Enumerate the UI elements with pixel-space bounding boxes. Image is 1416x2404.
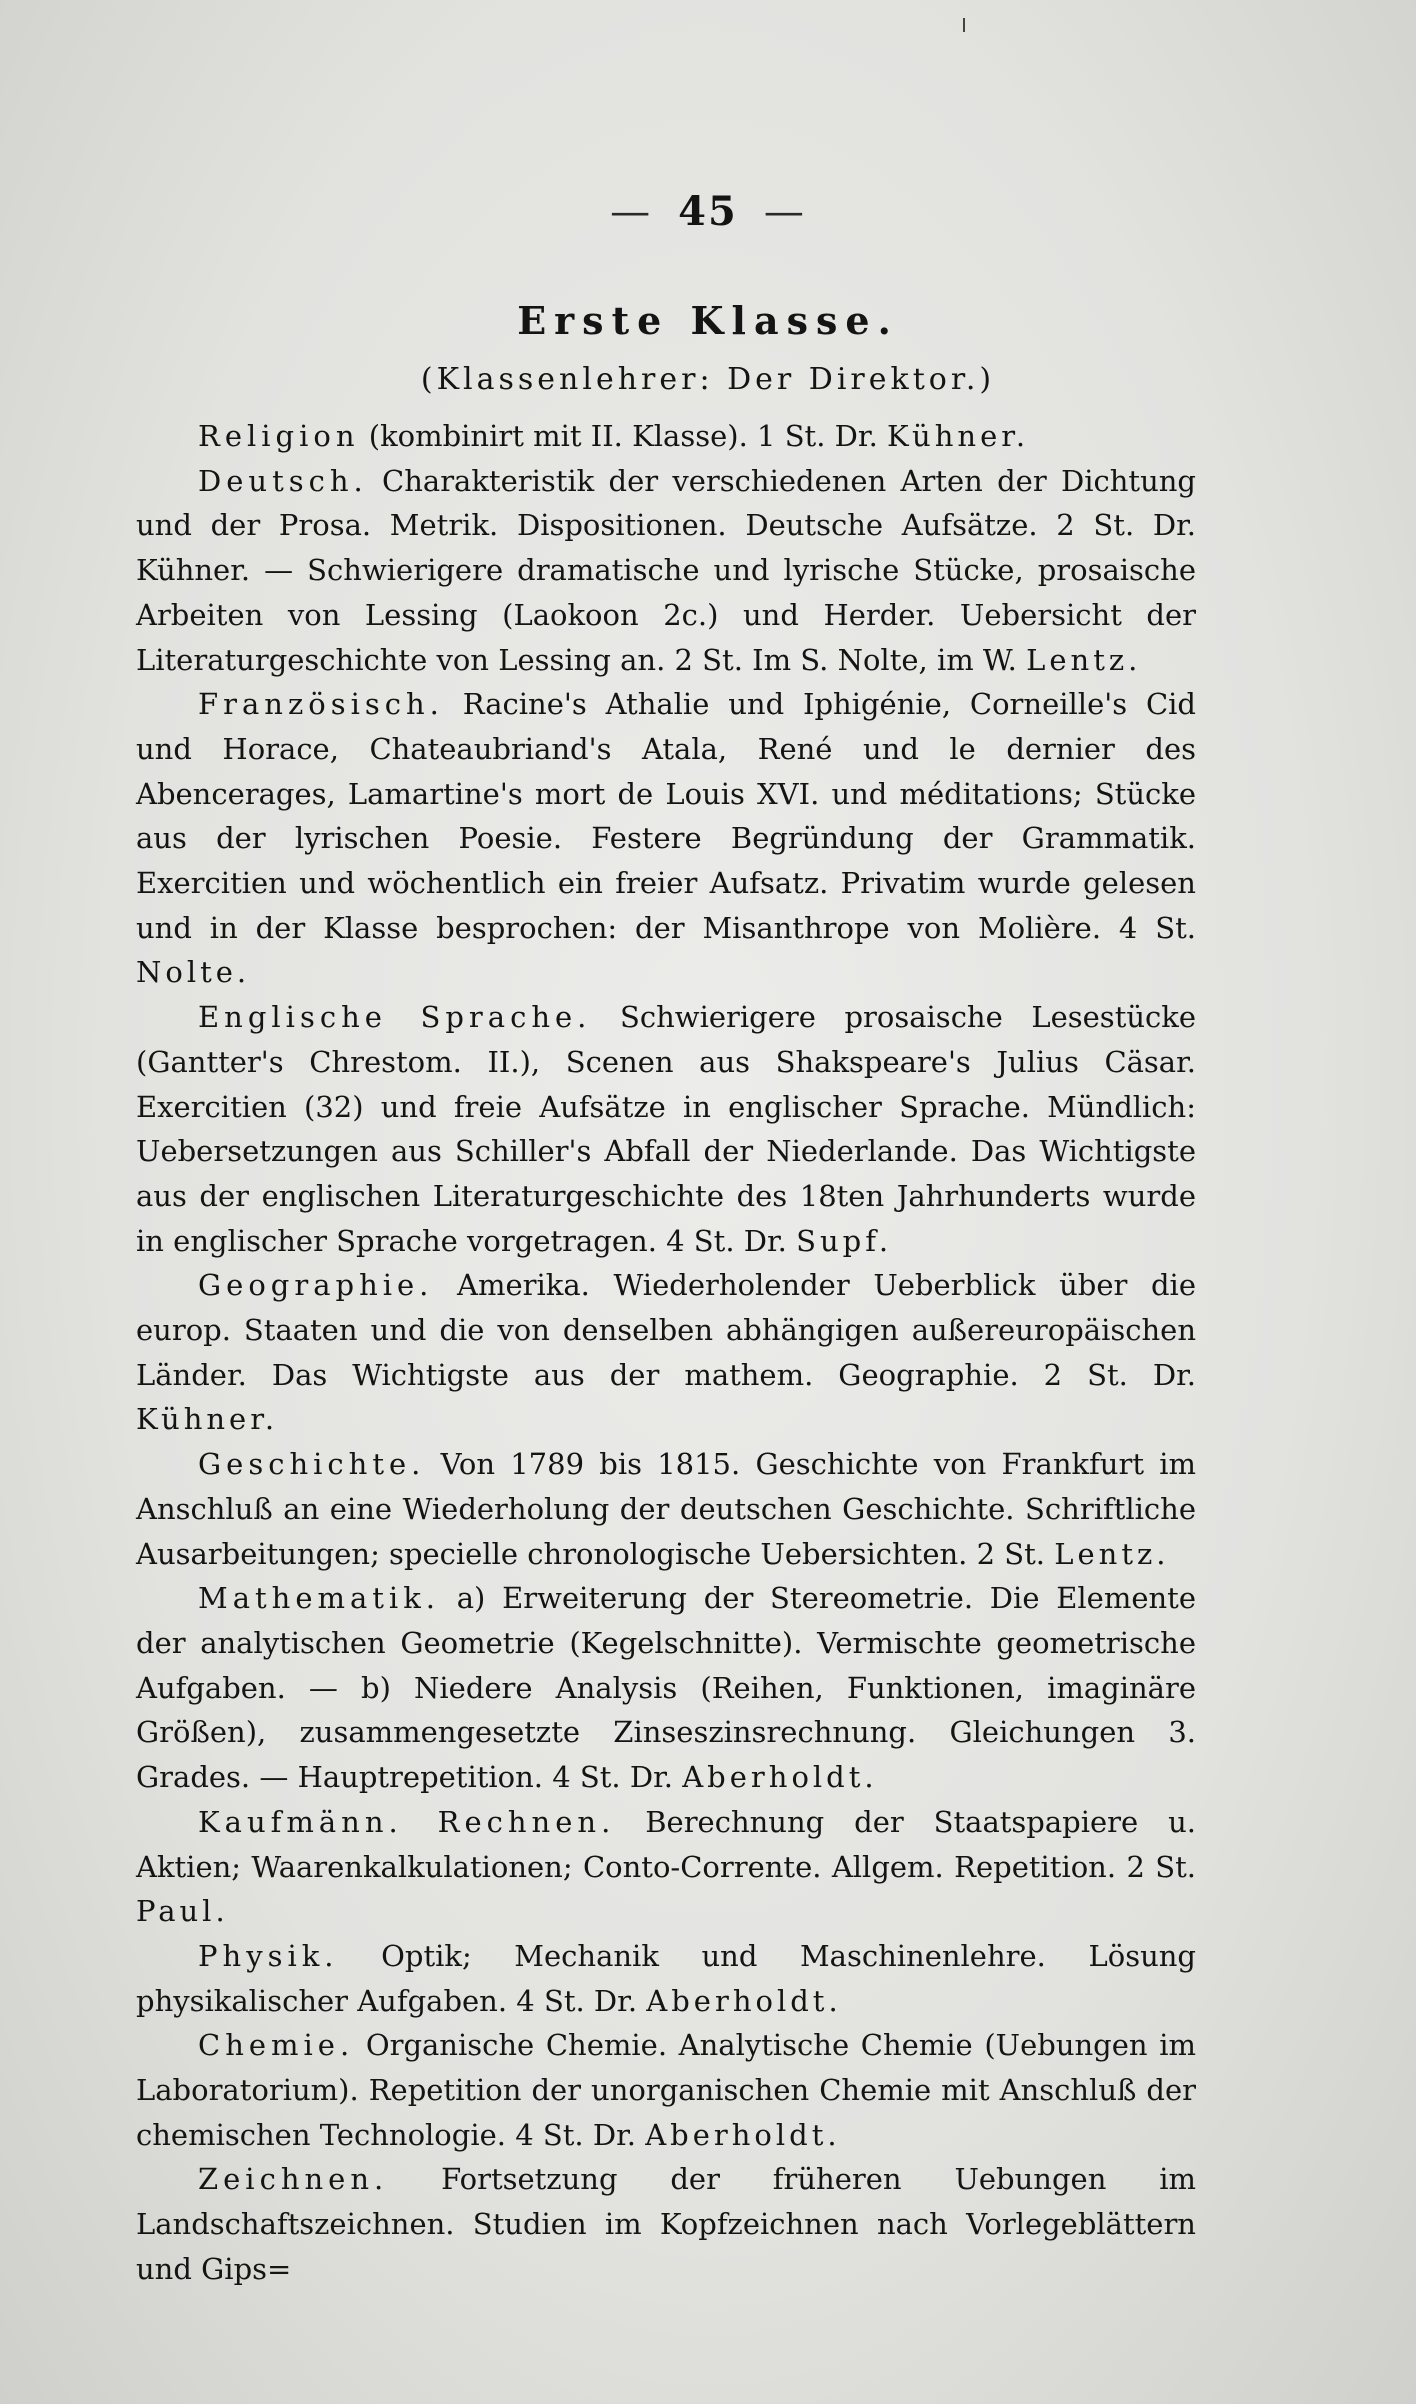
subject-name: Kaufmänn. Rechnen. xyxy=(198,1804,616,1839)
subject-text: Amerika. Wiederholender Ueberblick über die europ. Staaten und die von denselben abhängigen außereuropäischen Länder. Das Wichtigste aus der mathem. Geographie. 2 St. Dr. xyxy=(136,1268,1196,1392)
teacher-name: Nolte. xyxy=(136,955,251,990)
subject-name: Deutsch. xyxy=(198,463,368,498)
page-number xyxy=(0,188,1416,235)
class-teacher-line: (Klassenlehrer: Der Direktor.) xyxy=(420,362,996,397)
teacher-name: Lentz. xyxy=(1026,642,1142,677)
subject-text: (kombinirt mit II. Klasse). 1 St. Dr. xyxy=(359,419,888,453)
subject-paragraph xyxy=(136,459,1196,683)
subject-paragraph xyxy=(136,2023,1196,2157)
subject-name: Religion xyxy=(198,419,360,453)
subject-name: Chemie. xyxy=(198,2028,355,2063)
subject-paragraph xyxy=(136,682,1196,995)
margin-mark xyxy=(963,18,965,32)
subject-paragraph xyxy=(136,1442,1196,1576)
teacher-name: Aberholdt. xyxy=(645,2117,841,2152)
teacher-name: Kühner. xyxy=(887,419,1030,453)
subject-name: Englische Sprache. xyxy=(198,1000,592,1035)
subject-paragraph xyxy=(136,1263,1196,1442)
subject-paragraph xyxy=(136,1934,1196,2023)
subject-paragraph xyxy=(136,1800,1196,1934)
teacher-name: Kühner. xyxy=(136,1402,279,1437)
subject-paragraph xyxy=(136,1576,1196,1800)
teacher-name: Supf. xyxy=(796,1223,893,1258)
section-heading: Erste Klasse. xyxy=(517,298,899,343)
subject-text: a) Erweiterung der Stereometrie. Die Elemente der analytischen Geometrie (Kegelschnitte). Vermischte geometrische Aufgaben. — b) Niedere Analysis (Reihen, Funktionen, imaginäre Größen), zusammengesetzte Zinseszinsrechnung. Gleichungen 3. Grades. — Hauptrepetition. 4 St. Dr. xyxy=(136,1581,1196,1795)
subject-name: Physik. xyxy=(198,1938,339,1973)
subject-paragraph xyxy=(136,995,1196,1263)
page-number-value: 45 xyxy=(678,188,738,235)
subject-text: Fortsetzung der früheren Uebungen im Landschaftszeichnen. Studien im Kopfzeichnen nach Vorlegeblättern und Gips= xyxy=(136,2162,1196,2286)
subject-text: Charakteristik der verschiedenen Arten der Dichtung und der Prosa. Metrik. Dispositionen. Deutsche Aufsätze. 2 St. Dr. Kühner. — Schwierigere dramatische und lyrische Stücke, prosaische Arbeiten von Lessing (Laokoon 2c.) und Herder. Uebersicht der Literaturgeschichte von Lessing an. 2 St. Im S. Nolte, im W. xyxy=(136,463,1196,677)
subject-text: Optik; Mechanik und Maschinenlehre. Lösung physikalischer Aufgaben. 4 St. Dr. xyxy=(136,1938,1196,2018)
page-body xyxy=(136,414,1196,2292)
dash-decoration: — xyxy=(610,189,653,235)
teacher-name: Aberholdt. xyxy=(646,1983,842,2018)
subject-text: Von 1789 bis 1815. Geschichte von Frankfurt im Anschluß an eine Wiederholung der deutschen Geschichte. Schriftliche Ausarbeitungen; specielle chronologische Uebersichten. 2 St. xyxy=(136,1447,1196,1571)
subject-text: Berechnung der Staatspapiere u. Aktien; Waarenkalkulationen; Conto-Corrente. Allgem. Repetition. 2 St. xyxy=(136,1804,1196,1884)
subject-paragraph xyxy=(136,414,1196,459)
teacher-name: Paul. xyxy=(136,1894,229,1929)
teacher-name: Lentz. xyxy=(1054,1536,1170,1571)
subject-text: Schwierigere prosaische Lesestücke (Gantter's Chrestom. II.), Scenen aus Shakspeare's Julius Cäsar. Exercitien (32) und freie Aufsätze in englischer Sprache. Mündlich: Uebersetzungen aus Schiller's Abfall der Niederlande. Das Wichtigste aus der englischen Literaturgeschichte des 18ten Jahrhunderts wurde in englischer Sprache vorgetragen. 4 St. Dr. xyxy=(136,1000,1196,1258)
teacher-name: Aberholdt. xyxy=(682,1760,878,1795)
subject-name: Zeichnen. xyxy=(198,2162,389,2197)
subject-name: Französisch. xyxy=(198,687,444,722)
subject-name: Geographie. xyxy=(198,1268,434,1303)
subject-text: Racine's Athalie und Iphigénie, Corneille's Cid und Horace, Chateaubriand's Atala, René und le dernier des Abencerages, Lamartine's mort de Louis XVI. und méditations; Stücke aus der lyrischen Poesie. Festere Begründung der Grammatik. Exercitien und wöchentlich ein freier Aufsatz. Privatim wurde gelesen und in der Klasse besprochen: der Misanthrope von Molière. 4 St. xyxy=(136,687,1196,945)
dash-decoration: — xyxy=(763,189,806,235)
subject-paragraph xyxy=(136,2157,1196,2291)
subject-name: Geschichte. xyxy=(198,1447,426,1482)
subject-name: Mathematik. xyxy=(198,1581,440,1616)
subject-text: Organische Chemie. Analytische Chemie (Uebungen im Laboratorium). Repetition der unorganischen Chemie mit Anschluß der chemischen Technologie. 4 St. Dr. xyxy=(136,2028,1196,2152)
